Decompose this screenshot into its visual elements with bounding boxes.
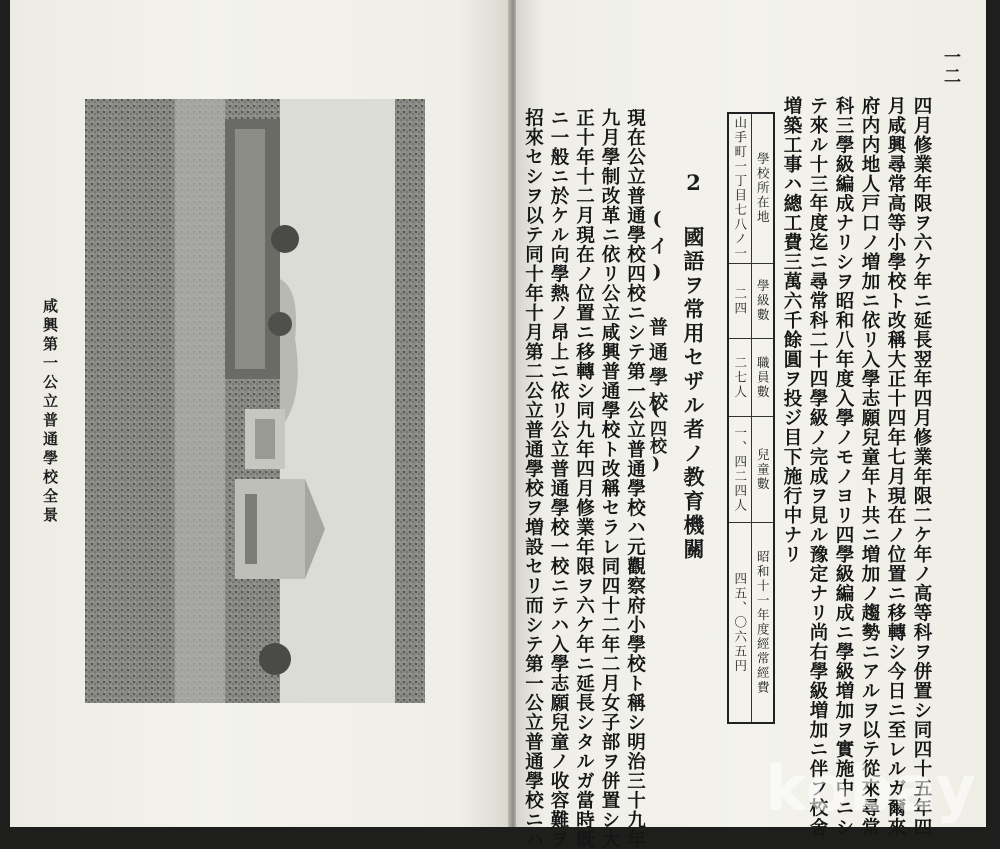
table-cell: 二七人 [729,339,751,417]
text-column: 現在公立普通學校四校ニシテ第一公立普通學校ハ元觀察府小學校ト稱シ明治三十九年 [624,108,646,849]
text-column: 増築工事ハ總工費三萬六千餘圓ヲ投ジ目下施行中ナリ [781,96,802,564]
left-page [10,0,510,827]
text-column: 月咸興尋常高等小學校ト改稱大正十四年七月現在ノ位置ニ移轉シ今日ニ至レルガ爾來 [885,96,906,837]
table-header: 兒童數 [752,417,774,523]
text-column: 招來セシヲ以テ同十年十月第二公立普通學校ヲ増設セリ而シテ第一公立普通學校ニハ [522,108,544,849]
text-column: 正十年十二月現在ノ位置ニ移轉シ同九年四月修業年限ヲ六ケ年ニ延長シタルガ當時既 [573,108,595,849]
table-cell: 四五、〇六五円 [732,571,748,674]
school-photo-image [85,99,425,703]
text-column: 科三學級編成ナリシヲ昭和八年度入學ノモノヨリ四學級編成ニ學級増加ヲ實施中ニシ [833,96,854,837]
table-value-column [729,114,752,722]
page-number: 一二 [940,48,960,86]
school-table [727,112,775,724]
sub-heading: (イ) 普通學校 [646,208,668,417]
text-column: 九月學制改革ニ依リ公立咸興普通學校ト改稱セラレ同四十二年二月女子部ヲ併置シ大 [599,108,620,849]
text-column: ニ一般ニ於ケル向學熱ノ昂上ニ依リ公立普通學校一校ニテハ入學志願兒童ノ收容難ヲ [548,108,569,849]
sub-count: (四校) [646,400,666,474]
table-header: 學級數 [752,264,774,339]
section-heading: 2 國語ヲ常用セザル者ノ教育機關 [681,170,706,562]
table-header: 昭和十一年度經常經費 [755,550,771,695]
table-cell: 一、四二四人 [729,417,751,523]
table-header: 職員數 [752,339,774,417]
text-column: 四月修業年限ヲ六ケ年ニ延長翌年四月修業年限二ケ年ノ高等科ヲ併置シ同四十五年四 [911,96,932,837]
watermark: kobay [765,752,977,825]
paragraph-bottom [520,108,648,849]
table-cell: 二四 [729,264,751,339]
text-column: テ來ル十三年度迄ニ尋常科二十四學級ノ完成ヲ見ル豫定ナリ尚右學級増加ニ伴フ校舍 [807,96,828,837]
photo-caption: 咸興第一公立普通學校全景 [41,298,59,526]
school-photo [85,99,425,703]
table-header-column [752,114,774,722]
text-column: 府内内地人戸口ノ増加ニ依リ入學志願兒童年ト共ニ増加ノ趨勢ニアルヲ以テ從來尋常 [859,96,880,837]
table-cell: 山手町一丁目七八ノ一 [729,114,751,264]
table-header: 學校所在地 [752,114,774,264]
